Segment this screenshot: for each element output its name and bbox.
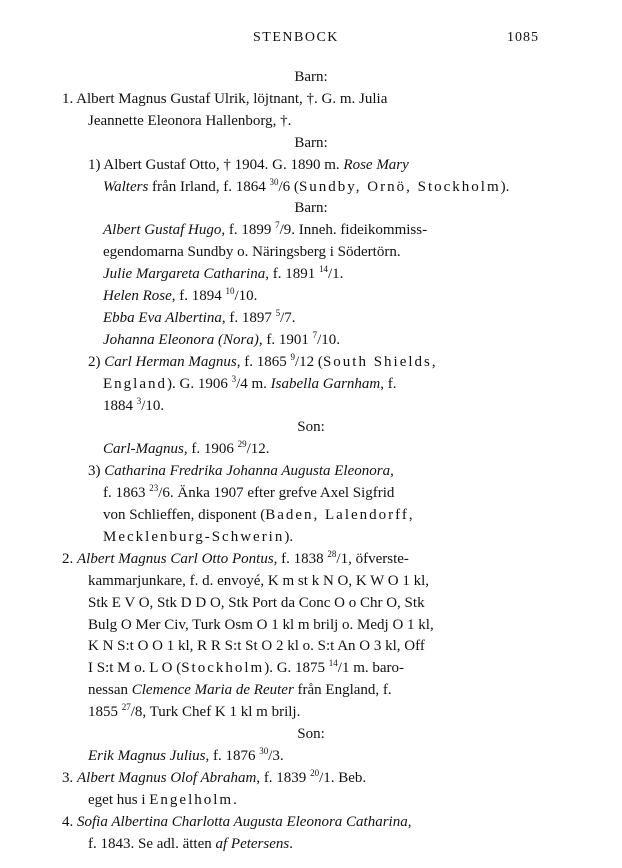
text-run: , f. 1906 — [183, 441, 238, 458]
text-run: /12 ( — [295, 353, 323, 370]
person-name: Carl-Magnus — [103, 441, 184, 458]
text-line — [88, 351, 438, 373]
text-run: , f. 1897 — [221, 309, 276, 326]
place-name: England — [103, 375, 167, 392]
text-line — [103, 285, 257, 307]
text-line — [62, 811, 411, 833]
day-superscript: 9 — [290, 351, 296, 362]
text-line — [103, 263, 343, 285]
person-name: Albert Magnus Olof Abraham — [77, 769, 257, 786]
day-superscript: 28 — [327, 548, 337, 559]
text-run: Stk E V O, Stk D D O, Stk Port da Conc O o Chr O, Stk — [88, 594, 425, 611]
day-superscript: 7 — [275, 220, 280, 231]
place-name: Baden, Lalendorff, — [265, 507, 415, 523]
day-superscript: 3 — [136, 395, 142, 406]
text-line — [103, 482, 394, 504]
text-run: /1. Beb. — [319, 769, 367, 786]
text-run: von Schlieffen, disponent ( — [103, 507, 266, 523]
person-name: Carl Herman Magnus — [104, 353, 237, 370]
text-run: /6. Änka 1907 efter grefve Axel Sigfrid — [158, 485, 395, 502]
text-run: ). G. 1906 — [167, 375, 232, 392]
text-run: , f. 1901 — [258, 331, 313, 348]
section-heading — [0, 132, 622, 154]
text-line — [103, 504, 415, 526]
day-superscript: 3 — [231, 373, 237, 384]
text-run: /7. — [280, 309, 296, 326]
text-line — [103, 395, 164, 417]
day-superscript: 20 — [310, 767, 320, 778]
person-name: Albert Gustaf Hugo — [103, 222, 222, 239]
day-superscript: 29 — [237, 439, 247, 450]
place-name: Sundby, Ornö, Stockholm — [298, 178, 501, 195]
day-superscript: 30 — [259, 745, 269, 756]
text-line — [103, 329, 340, 351]
text-run: eget hus i — [88, 791, 150, 808]
place-name: Mecklenburg-Schwerin — [103, 528, 285, 545]
text-run: , — [390, 463, 394, 480]
text-run: , f. 1865 — [236, 353, 291, 370]
text-line — [103, 241, 401, 263]
text-run: /12. — [246, 441, 270, 458]
text-run: nessan — [88, 682, 132, 699]
text-line — [103, 307, 296, 329]
text-run: , f. 1894 — [171, 288, 226, 304]
day-superscript: 14 — [328, 658, 338, 669]
text-line — [88, 460, 394, 482]
day-superscript: 27 — [121, 702, 131, 713]
text-run: 4. — [62, 813, 77, 830]
text-run: 1. Albert Magnus Gustaf Ulrik, löjtnant, †. G. m. Julia — [62, 90, 388, 107]
text-run: f. 1863 — [103, 485, 150, 502]
page-header — [0, 30, 622, 50]
text-run: 1) Albert Gustaf Otto, † 1904. G. 1890 m. — [88, 156, 344, 173]
text-line — [88, 657, 404, 679]
text-line — [88, 570, 429, 592]
text-run: /8, Turk Chef K 1 kl m brilj. — [130, 704, 301, 721]
text-run: , f. 1838 — [273, 550, 328, 567]
day-superscript: 23 — [149, 483, 159, 494]
person-name: Rose Mary — [343, 156, 409, 173]
text-run: K N S:t O O 1 kl, R R S:t St O 2 kl o. S:t An O 3 kl, Off — [88, 638, 425, 655]
text-run: /1 m. baro- — [337, 660, 405, 677]
person-name: Erik Magnus Julius — [88, 747, 206, 764]
text-run: kammarjunkare, f. d. envoyé, K m st k N O, K W O 1 kl, — [88, 572, 430, 589]
person-name: Helen Rose — [103, 288, 172, 304]
person-name: Catharina Fredrika Johanna Augusta Eleonora — [104, 463, 391, 480]
text-line — [88, 833, 293, 855]
text-run: , f. 1876 — [205, 747, 260, 764]
text-run: ). G. 1875 — [264, 660, 329, 677]
text-line — [103, 219, 427, 241]
person-name: Julie Margareta Catharina — [103, 266, 266, 283]
section-heading — [0, 416, 622, 438]
text-line — [62, 767, 366, 789]
text-line — [88, 789, 237, 811]
text-run: egendomarna Sundby o. Näringsberg i Södertörn. — [103, 244, 401, 261]
text-run: . — [289, 835, 293, 852]
text-run: från England, f. — [293, 682, 392, 699]
text-run: Bulg O Mer Civ, Turk Osm O 1 kl m brilj o. Medj O 1 kl, — [88, 616, 434, 633]
text-run: , f. — [380, 375, 397, 392]
page-number: 1085 — [507, 30, 539, 45]
day-superscript: 10 — [225, 286, 235, 296]
text-line — [88, 592, 425, 614]
text-run: Barn: — [294, 200, 328, 217]
section-heading — [0, 66, 622, 88]
person-name: Sofia Albertina Charlotta Augusta Eleonora Catharina — [77, 813, 408, 830]
text-run: 3) — [88, 463, 105, 480]
text-run: I S:t M o. L O ( — [88, 660, 182, 677]
person-name: Clemence Maria de Reuter — [131, 682, 294, 699]
text-line — [88, 701, 300, 723]
day-superscript: 7 — [312, 329, 318, 340]
text-line — [103, 176, 509, 198]
text-run: , f. 1899 — [221, 222, 276, 239]
text-run: från Irland, f. 1864 — [148, 178, 270, 195]
person-name: Johanna Eleonora (Nora) — [103, 331, 259, 348]
text-run: , f. 1839 — [256, 769, 311, 786]
text-run: /3. — [268, 747, 284, 764]
text-run: Jeannette Eleonora Hallenborg, †. — [88, 112, 292, 129]
text-run: /1, öfverste- — [336, 550, 409, 567]
person-name: Albert Magnus Carl Otto Pontus — [77, 550, 274, 567]
person-name: af Petersens — [215, 835, 290, 852]
text-run: ). — [500, 178, 510, 195]
day-superscript: 14 — [318, 264, 328, 275]
text-run: /1. — [327, 266, 344, 283]
text-line — [103, 438, 270, 460]
place-name: Engelholm — [149, 791, 234, 808]
text-line — [62, 548, 409, 570]
running-title: STENBOCK — [253, 30, 339, 45]
text-run: Son: — [297, 726, 325, 742]
text-line — [88, 110, 291, 132]
text-line — [88, 679, 392, 701]
place-name: South Shields, — [322, 353, 438, 370]
text-run: 1884 — [103, 397, 137, 414]
text-line — [103, 526, 293, 548]
section-heading — [0, 723, 622, 745]
text-run: . — [233, 791, 237, 808]
person-name: Walters — [103, 178, 149, 195]
person-name: Isabella Garnham — [270, 375, 381, 392]
text-run: /9. Inneh. fideikommiss- — [279, 222, 428, 239]
text-run: , f. 1891 — [265, 266, 319, 283]
text-run: /6 ( — [278, 178, 299, 195]
text-run: , — [407, 813, 412, 830]
text-run: /10. — [141, 397, 165, 414]
text-run: ). — [284, 528, 294, 545]
text-run: 1855 — [88, 704, 122, 721]
place-name: Stockholm — [181, 660, 265, 677]
text-run: /4 m. — [236, 375, 271, 392]
text-run: /10. — [234, 288, 258, 304]
text-run: Barn: — [294, 134, 328, 151]
day-superscript: 30 — [269, 176, 279, 187]
section-heading — [0, 197, 622, 219]
text-run: Son: — [297, 419, 325, 436]
text-run: /10. — [317, 331, 340, 348]
text-run: Barn: — [294, 69, 328, 85]
text-line — [62, 88, 387, 110]
text-line — [88, 635, 425, 657]
text-line — [88, 745, 284, 767]
text-line — [88, 154, 409, 176]
day-superscript: 5 — [275, 307, 281, 318]
text-run: 2. — [62, 550, 77, 567]
person-name: Ebba Eva Albertina — [103, 309, 222, 326]
text-run: f. 1843. Se adl. ätten — [88, 835, 216, 852]
text-run: 3. — [62, 769, 77, 786]
text-line — [103, 373, 397, 395]
text-line — [88, 614, 434, 636]
text-run: 2) — [88, 353, 105, 370]
